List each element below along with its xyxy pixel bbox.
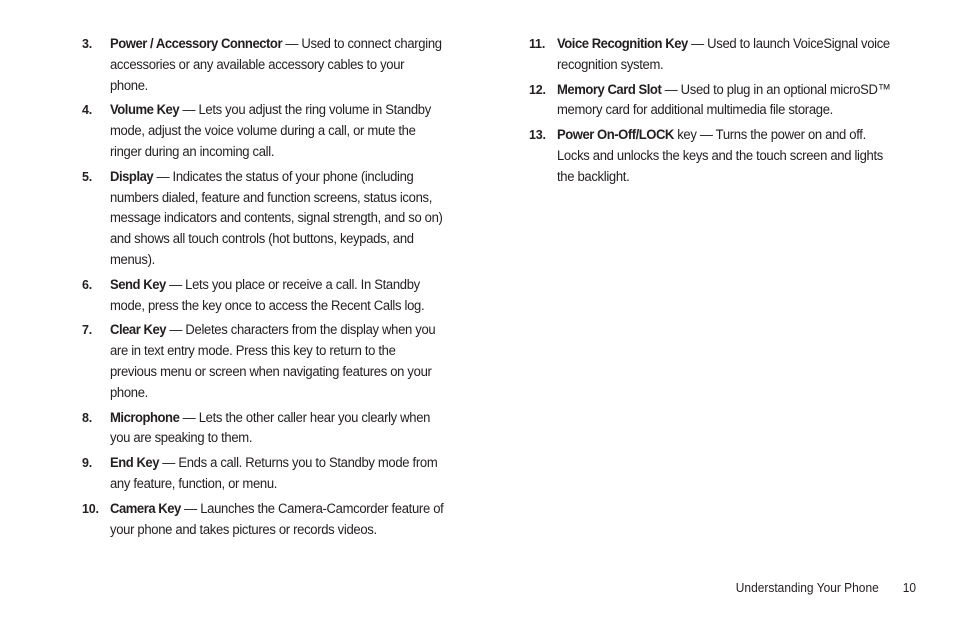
item-description: key — Turns the power on and off. Locks and unlocks the keys and the touch screen and lights the backlight. (557, 127, 883, 185)
list-item-camera-key (82, 499, 474, 541)
item-number: 3. (82, 37, 93, 51)
item-text (110, 499, 445, 541)
list-item-memory-card-slot (529, 80, 921, 122)
list-item-end-key (82, 453, 474, 495)
item-number: 8. (82, 410, 93, 425)
item-description: — Used to connect charging accessories or any available accessory cables to your phone. (110, 36, 442, 94)
list-item-power-connector (82, 34, 474, 96)
item-description: — Indicates the status of your phone (including numbers dialed, feature and function screens, status icons, message indicators and contents, signal strength, and so on) and shows all touch controls (hot buttons, keypads, and menus). (110, 168, 443, 268)
list-item-send-key (82, 275, 474, 317)
item-term: Microphone (110, 409, 180, 426)
item-number: 4. (82, 103, 93, 118)
list-item-power-lock-key (529, 125, 921, 187)
list-item-display (82, 167, 474, 271)
footer-section-title: Understanding Your Phone (735, 580, 879, 595)
item-description: — Launches the Camera-Camcorder feature of your phone and takes pictures or records videos. (110, 500, 444, 538)
item-term: End Key (110, 455, 160, 472)
item-description: — Lets the other caller hear you clearly when you are speaking to them. (110, 409, 431, 447)
item-number: 12. (529, 82, 546, 97)
item-number: 13. (529, 128, 546, 143)
page-number: 10 (902, 580, 916, 595)
item-number: 6. (82, 277, 93, 292)
item-description: — Lets you place or receive a call. In Standby mode, press the key once to access the Recent Calls log. (110, 276, 425, 314)
item-text (110, 275, 445, 317)
item-text (110, 34, 445, 96)
item-number: 11. (529, 37, 546, 51)
list-item-volume-key (82, 100, 474, 162)
item-text (557, 125, 892, 187)
page-footer (717, 578, 916, 598)
right-column (529, 34, 921, 192)
item-text (110, 100, 445, 162)
item-number: 5. (82, 169, 93, 184)
item-text (110, 320, 445, 403)
left-column (82, 34, 474, 544)
item-number: 9. (82, 456, 93, 471)
item-text (110, 167, 445, 271)
item-text (110, 408, 445, 450)
item-term: Volume Key (110, 102, 180, 119)
item-description: — Lets you adjust the ring volume in Standby mode, adjust the voice volume during a call, or mute the ringer during an incoming call. (110, 102, 431, 160)
item-term: Memory Card Slot (557, 81, 662, 98)
item-description: — Used to plug in an optional microSD™ memory card for additional multimedia file storage. (557, 81, 891, 119)
list-item-voice-recognition-key (529, 34, 921, 76)
item-description: — Ends a call. Returns you to Standby mode from any feature, function, or menu. (110, 455, 438, 492)
list-item-clear-key (82, 320, 474, 403)
item-term: Display (110, 168, 154, 185)
item-term: Camera Key (110, 500, 181, 517)
item-term: Power On-Off/LOCK (557, 127, 674, 144)
item-text (557, 34, 892, 76)
item-text (110, 453, 445, 495)
item-term: Send Key (110, 276, 166, 293)
item-term: Voice Recognition Key (557, 36, 688, 52)
item-term: Clear Key (110, 322, 167, 339)
item-term: Power / Accessory Connector (110, 36, 283, 52)
item-text (557, 80, 892, 122)
item-description: — Deletes characters from the display when you are in text entry mode. Press this key to return to the previous menu or screen when navigating features on your phone. (110, 322, 436, 401)
item-description: — Used to launch VoiceSignal voice recognition system. (557, 36, 890, 73)
item-number: 7. (82, 323, 93, 338)
item-number: 10. (82, 501, 99, 516)
list-item-microphone (82, 408, 474, 450)
